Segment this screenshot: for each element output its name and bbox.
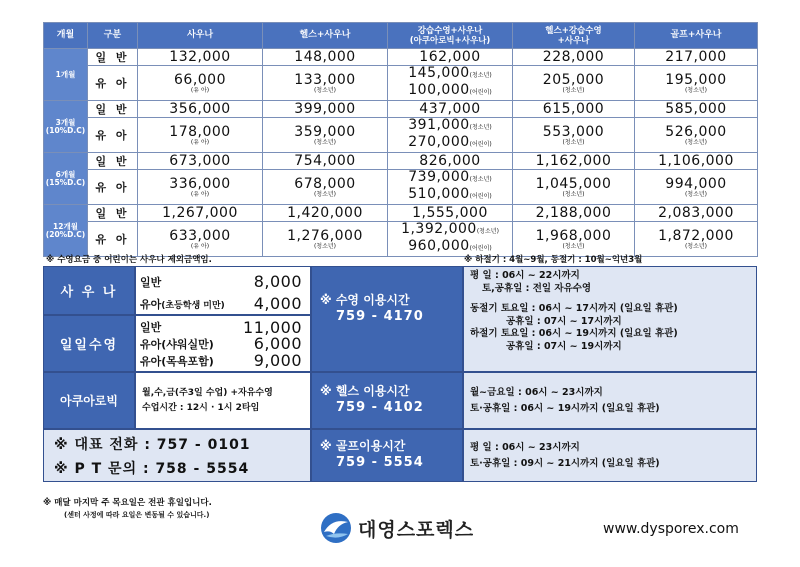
price-note: (유 아) xyxy=(190,242,210,250)
price-cell: 1,968,000 (청소년) xyxy=(513,222,635,257)
price-cell: 2,083,000 xyxy=(635,205,758,222)
schedule-line: 동절기 토요일 : 06시 ~ 17시까지 (일요일 휴관) xyxy=(470,303,678,314)
header-period: 개월 xyxy=(44,23,88,49)
period-label: 6개월 (15%D.C) xyxy=(44,153,88,205)
price-cell: 1,872,000 (청소년) xyxy=(635,222,758,257)
swim-hours-label xyxy=(311,266,463,372)
schedule-line: 하절기 토요일 : 06시 ~ 19시까지 (일요일 휴관) xyxy=(470,328,678,339)
price-cell: 1,162,000 xyxy=(513,153,635,170)
header-swim-sauna: 강습수영+사우나 (아쿠아로빅+사우나) xyxy=(388,23,513,49)
period-label: 1개월 xyxy=(44,49,88,101)
price-cell: 205,000 (청소년) xyxy=(513,66,635,101)
aqua-times: 수업시간 : 12시 · 1시 2타임 xyxy=(142,403,260,413)
price-note: (청소년) xyxy=(562,86,585,94)
price-cell: 739,000(청소년) 510,000(어린이) xyxy=(388,170,513,205)
table-header-row xyxy=(44,23,758,49)
daily-swim-prices xyxy=(135,315,311,372)
price-cell: 356,000 xyxy=(138,101,263,118)
price-cell: 553,000 (청소년) xyxy=(513,118,635,153)
gym-schedule xyxy=(463,372,757,429)
golf-schedule xyxy=(463,429,757,482)
price-cell: 678,000 (청소년) xyxy=(263,170,388,205)
table-row xyxy=(44,66,758,101)
brand-name: 대영스포렉스 xyxy=(358,518,475,541)
golf-hours-title: ※ 골프이용시간 xyxy=(320,439,406,453)
price-cell: 437,000 xyxy=(388,101,513,118)
price-cell: 359,000 (청소년) xyxy=(263,118,388,153)
holiday-subnote: (센터 사정에 따라 요일은 변동될 수 있습니다.) xyxy=(64,511,210,519)
child-label: 유 아 xyxy=(88,170,138,205)
daily-swim-row: 유아(목욕포함) 9,000 xyxy=(140,351,302,370)
price-cell: 1,420,000 xyxy=(263,205,388,222)
price-note: (청소년) xyxy=(469,176,492,183)
website-url[interactable]: www.dysporex.com xyxy=(603,521,739,537)
price-note: (청소년) xyxy=(684,190,708,198)
info-panel xyxy=(43,266,757,482)
schedule-line: 공휴일 : 07시 ~ 17시까지 xyxy=(506,315,622,327)
price-note: (청소년) xyxy=(562,190,585,198)
price-note: (청소년) xyxy=(313,242,337,250)
period-label: 12개월 (20%D.C) xyxy=(44,205,88,257)
table-row xyxy=(44,49,758,66)
schedule-line: 토,공휴일 : 전일 자유수영 xyxy=(482,282,592,294)
sauna-general-label: 일반 xyxy=(140,275,162,289)
child-label: 유 아 xyxy=(88,118,138,153)
price-note: (청소년) xyxy=(684,138,708,146)
price-note: (청소년) xyxy=(476,228,499,235)
header-golf-sauna: 골프+사우나 xyxy=(635,23,758,49)
header-sauna: 사우나 xyxy=(138,23,263,49)
child-label: 유 아 xyxy=(88,66,138,101)
sauna-general-price: 8,000 xyxy=(253,272,302,291)
golf-hours-label xyxy=(311,429,463,482)
price-cell: 526,000 (청소년) xyxy=(635,118,758,153)
price-cell: 66,000 (유 아) xyxy=(138,66,263,101)
price-note: (청소년) xyxy=(684,86,708,94)
price-cell: 585,000 xyxy=(635,101,758,118)
dolphin-logo-icon xyxy=(320,512,352,544)
table-row xyxy=(44,101,758,118)
price-cell: 391,000(청소년) 270,000(어린이) xyxy=(388,118,513,153)
table-row xyxy=(44,153,758,170)
price-cell: 1,392,000(청소년) 960,000(어린이) xyxy=(388,222,513,257)
price-cell: 1,106,000 xyxy=(635,153,758,170)
schedule-line: 공휴일 : 07시 ~ 19시까지 xyxy=(506,340,622,352)
price-note: (청소년) xyxy=(313,190,337,198)
price-note: (유 아) xyxy=(190,138,210,146)
price-cell: 132,000 xyxy=(138,49,263,66)
table-row xyxy=(44,170,758,205)
price-cell: 133,000 (청소년) xyxy=(263,66,388,101)
sauna-prices xyxy=(135,266,311,315)
table-row xyxy=(44,205,758,222)
header-gym-sauna: 헬스+사우나 xyxy=(263,23,388,49)
schedule-line: 평 일 : 06시 ~ 22시까지 xyxy=(470,270,580,281)
price-cell: 399,000 xyxy=(263,101,388,118)
gym-phone: 759 - 4102 xyxy=(336,400,424,415)
price-cell: 1,276,000 (청소년) xyxy=(263,222,388,257)
golf-phone: 759 - 5554 xyxy=(336,455,424,470)
sauna-child-price: 4,000 xyxy=(253,294,302,313)
gym-hours-title: ※ 헬스 이용시간 xyxy=(320,384,410,398)
child-label: 유 아 xyxy=(88,222,138,257)
general-label: 일 반 xyxy=(88,49,138,66)
price-note: (청소년) xyxy=(469,124,492,131)
sauna-child-sub: (초등학생 미만) xyxy=(161,300,225,311)
daily-swim-row: 일반 11,000 xyxy=(140,317,302,337)
header-type: 구분 xyxy=(88,23,138,49)
brand-logo xyxy=(320,512,474,544)
season-note: ※ 하절기 : 4월~9월, 동절기 : 10월~익년3월 xyxy=(464,255,643,265)
aqua-label: 아쿠아로빅 xyxy=(43,372,135,429)
period-label: 3개월 (10%D.C) xyxy=(44,101,88,153)
price-table xyxy=(43,22,758,257)
price-note: (어린이) xyxy=(469,89,492,96)
swim-schedule xyxy=(463,266,757,372)
header-gym-swim-sauna: 헬스+강습수영 +사우나 xyxy=(513,23,635,49)
rep-phone: ※ 대표 전화 : 757 - 0101 xyxy=(54,437,251,453)
price-cell: 148,000 xyxy=(263,49,388,66)
price-cell: 994,000 (청소년) xyxy=(635,170,758,205)
price-cell: 162,000 xyxy=(388,49,513,66)
price-note: (유 아) xyxy=(190,86,210,94)
price-cell: 673,000 xyxy=(138,153,263,170)
swim-hours-title: ※ 수영 이용시간 xyxy=(320,293,410,307)
price-cell: 615,000 xyxy=(513,101,635,118)
price-cell: 1,555,000 xyxy=(388,205,513,222)
price-note: (청소년) xyxy=(469,72,492,79)
price-cell: 1,045,000 (청소년) xyxy=(513,170,635,205)
table-row xyxy=(44,118,758,153)
price-note: (어린이) xyxy=(469,245,492,252)
schedule-line: 평 일 : 06시 ~ 23시까지 xyxy=(470,442,580,453)
daily-swim-row: 유아(샤워실만) 6,000 xyxy=(140,334,302,353)
price-cell: 754,000 xyxy=(263,153,388,170)
general-label: 일 반 xyxy=(88,205,138,222)
schedule-line: 토·공휴일 : 09시 ~ 21시까지 (일요일 휴관) xyxy=(470,458,660,469)
price-cell: 2,188,000 xyxy=(513,205,635,222)
swim-child-note: ※ 수영요금 중 어린이는 사우나 제외금액임. xyxy=(46,255,212,265)
general-label: 일 반 xyxy=(88,101,138,118)
schedule-line: 월~금요일 : 06시 ~ 23시까지 xyxy=(470,387,603,398)
daily-swim-label: 일일수영 xyxy=(43,315,135,372)
sauna-label: 사 우 나 xyxy=(43,266,135,315)
price-note: (청소년) xyxy=(313,86,337,94)
price-cell: 826,000 xyxy=(388,153,513,170)
price-note: (어린이) xyxy=(469,141,492,148)
schedule-spacer xyxy=(470,295,756,303)
price-note: (어린이) xyxy=(469,193,492,200)
swim-phone: 759 - 4170 xyxy=(336,309,424,324)
schedule-line: 토·공휴일 : 06시 ~ 19시까지 (일요일 휴관) xyxy=(470,403,660,414)
price-cell: 633,000 (유 아) xyxy=(138,222,263,257)
price-note: (청소년) xyxy=(684,242,708,250)
sauna-general-row xyxy=(140,272,302,291)
table-row xyxy=(44,222,758,257)
aqua-days: 월,수,금(주3일 수업) +자유수영 xyxy=(142,388,273,398)
pt-phone: ※ P T 문의 : 758 - 5554 xyxy=(54,461,250,477)
price-cell: 195,000 (청소년) xyxy=(635,66,758,101)
general-label: 일 반 xyxy=(88,153,138,170)
price-note: (유 아) xyxy=(190,190,210,198)
price-cell: 145,000(청소년) 100,000(어린이) xyxy=(388,66,513,101)
holiday-note: ※ 매달 마지막 주 목요일은 전관 휴일입니다. xyxy=(43,498,212,508)
price-cell: 1,267,000 xyxy=(138,205,263,222)
sauna-child-row xyxy=(140,294,302,313)
aqua-info xyxy=(135,372,311,429)
price-note: (청소년) xyxy=(313,138,337,146)
price-cell: 178,000 (유 아) xyxy=(138,118,263,153)
price-cell: 336,000 (유 아) xyxy=(138,170,263,205)
price-note: (청소년) xyxy=(562,242,585,250)
gym-hours-label xyxy=(311,372,463,429)
contact-box xyxy=(43,429,311,482)
sauna-child-label: 유아 xyxy=(140,297,162,311)
price-cell: 217,000 xyxy=(635,49,758,66)
price-cell: 228,000 xyxy=(513,49,635,66)
price-note: (청소년) xyxy=(562,138,585,146)
